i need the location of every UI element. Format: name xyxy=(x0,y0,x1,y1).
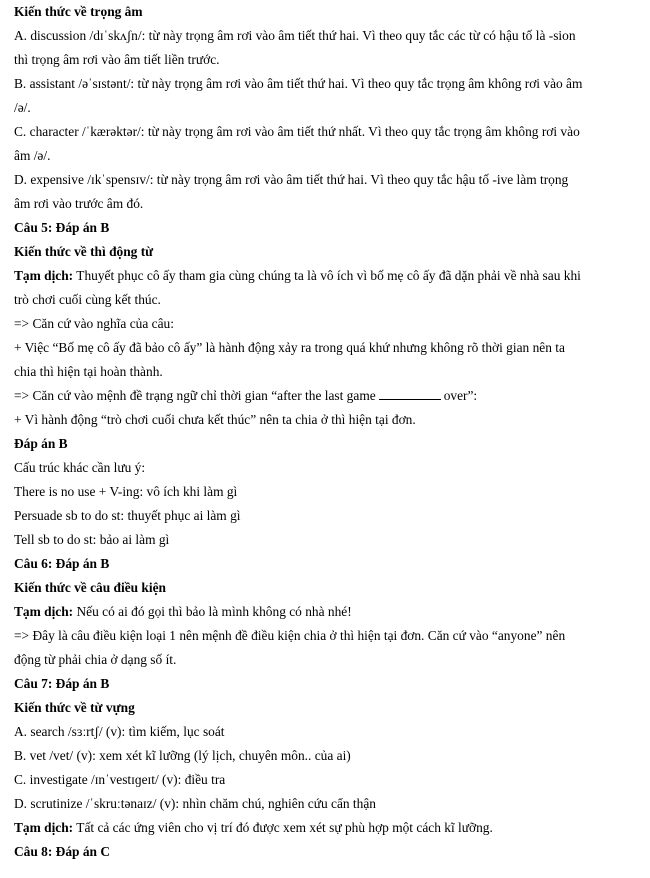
line-text: C. investigate /ɪnˈvestɪɡeɪt/ (v): điều tra xyxy=(14,772,226,787)
text-line xyxy=(14,28,638,44)
heading-line xyxy=(14,844,638,860)
line-text: Tell sb to do st: bảo ai làm gì xyxy=(14,532,170,547)
line-text: Câu 5: Đáp án B xyxy=(14,220,110,235)
line-text: Persuade sb to do st: thuyết phục ai làm gì xyxy=(14,508,241,523)
line-text: Câu 8: Đáp án C xyxy=(14,844,110,859)
text-line xyxy=(14,364,638,380)
line-text: Kiến thức về thì động từ xyxy=(14,244,154,259)
text-line xyxy=(14,508,638,524)
line-text: + Việc “Bố mẹ cô ấy đã bảo cô ấy” là hành động xảy ra trong quá khứ nhưng không rõ thời gian nên ta xyxy=(14,340,565,355)
text-line xyxy=(14,604,638,620)
text-line xyxy=(14,796,638,812)
line-text: /ə/. xyxy=(14,100,31,115)
line-text: Câu 6: Đáp án B xyxy=(14,556,110,571)
text-line xyxy=(14,268,638,284)
line-text: Thuyết phục cô ấy tham gia cùng chúng ta là vô ích vì bố mẹ cô ấy đã dặn phải về nhà sau khi xyxy=(73,268,581,283)
text-line xyxy=(14,748,638,764)
text-line xyxy=(14,628,638,644)
line-text: Nếu có ai đó gọi thì bảo là mình không có nhà nhé! xyxy=(73,604,352,619)
line-text: D. scrutinize /ˈskruːtənaɪz/ (v): nhìn chăm chú, nghiên cứu cẩn thận xyxy=(14,796,376,811)
line-text: Câu 7: Đáp án B xyxy=(14,676,110,691)
text-line xyxy=(14,100,638,116)
line-text: âm /ə/. xyxy=(14,148,51,163)
line-text: Đáp án B xyxy=(14,436,68,451)
line-text: âm rơi vào trước âm đó. xyxy=(14,196,144,211)
line-text: Tất cả các ứng viên cho vị trí đó được xem xét sự phù hợp một cách kĩ lưỡng. xyxy=(73,820,493,835)
text-line xyxy=(14,388,638,404)
text-line xyxy=(14,532,638,548)
heading-line xyxy=(14,556,638,572)
text-line xyxy=(14,772,638,788)
line-text: B. vet /vet/ (v): xem xét kĩ lưỡng (lý lịch, chuyên môn.. của ai) xyxy=(14,748,351,763)
line-text: => Căn cứ vào nghĩa của câu: xyxy=(14,316,174,331)
line-text: Kiến thức về từ vựng xyxy=(14,700,135,715)
heading-line xyxy=(14,676,638,692)
line-text: D. expensive /ɪkˈspensɪv/: từ này trọng âm rơi vào âm tiết thứ hai. Vì theo quy tắc hậu tố -ive làm trọng xyxy=(14,172,569,187)
text-line xyxy=(14,292,638,308)
text-line xyxy=(14,172,638,188)
line-text: => Đây là câu điều kiện loại 1 nên mệnh đề điều kiện chia ở thì hiện tại đơn. Căn cứ vào “anyone” nên xyxy=(14,628,566,643)
line-text: động từ phải chia ở dạng số ít. xyxy=(14,652,177,667)
text-line xyxy=(14,76,638,92)
translation-label: Tạm dịch: xyxy=(14,604,74,619)
heading-line xyxy=(14,700,638,716)
text-line xyxy=(14,196,638,212)
line-text: Cấu trúc khác cần lưu ý: xyxy=(14,460,146,475)
line-text: C. character /ˈkærəktər/: từ này trọng âm rơi vào âm tiết thứ nhất. Vì theo quy tắc trọng âm không rơi vào xyxy=(14,124,580,139)
line-text: Kiến thức về câu điều kiện xyxy=(14,580,166,595)
text-line xyxy=(14,316,638,332)
heading-line xyxy=(14,244,638,260)
translation-label: Tạm dịch: xyxy=(14,268,74,283)
answer-blank xyxy=(379,388,441,400)
text-line xyxy=(14,484,638,500)
line-text: + Vì hành động “trò chơi cuối chưa kết thúc” nên ta chia ở thì hiện tại đơn. xyxy=(14,412,416,427)
line-text: chia thì hiện tại hoàn thành. xyxy=(14,364,163,379)
text-line xyxy=(14,148,638,164)
line-text: B. assistant /əˈsɪstənt/: từ này trọng âm rơi vào âm tiết thứ hai. Vì theo quy tắc trọng âm không rơi vào âm xyxy=(14,76,583,91)
translation-label: Tạm dịch: xyxy=(14,820,74,835)
heading-line xyxy=(14,220,638,236)
line-text: thì trọng âm rơi vào âm tiết liền trước. xyxy=(14,52,220,67)
text-line xyxy=(14,652,638,668)
line-text: trò chơi cuối cùng kết thúc. xyxy=(14,292,161,307)
text-line xyxy=(14,820,638,836)
heading-line xyxy=(14,436,638,452)
line-text: A. search /sɜːrtʃ/ (v): tìm kiếm, lục soát xyxy=(14,724,225,739)
heading-line xyxy=(14,580,638,596)
text-line xyxy=(14,52,638,68)
text-line xyxy=(14,340,638,356)
text-line xyxy=(14,124,638,140)
line-text: There is no use + V-ing: vô ích khi làm gì xyxy=(14,484,238,499)
text-line xyxy=(14,460,638,476)
heading-line xyxy=(14,4,638,20)
line-text: => Căn cứ vào mệnh đề trạng ngữ chỉ thời gian “after the last game xyxy=(14,388,376,403)
text-line xyxy=(14,412,638,428)
text-line xyxy=(14,724,638,740)
line-tail-text: over”: xyxy=(443,388,478,403)
line-text: A. discussion /dɪˈskʌʃn/: từ này trọng âm rơi vào âm tiết thứ hai. Vì theo quy tắc các từ có hậu tố là -sion xyxy=(14,28,576,43)
line-text: Kiến thức về trọng âm xyxy=(14,4,143,19)
